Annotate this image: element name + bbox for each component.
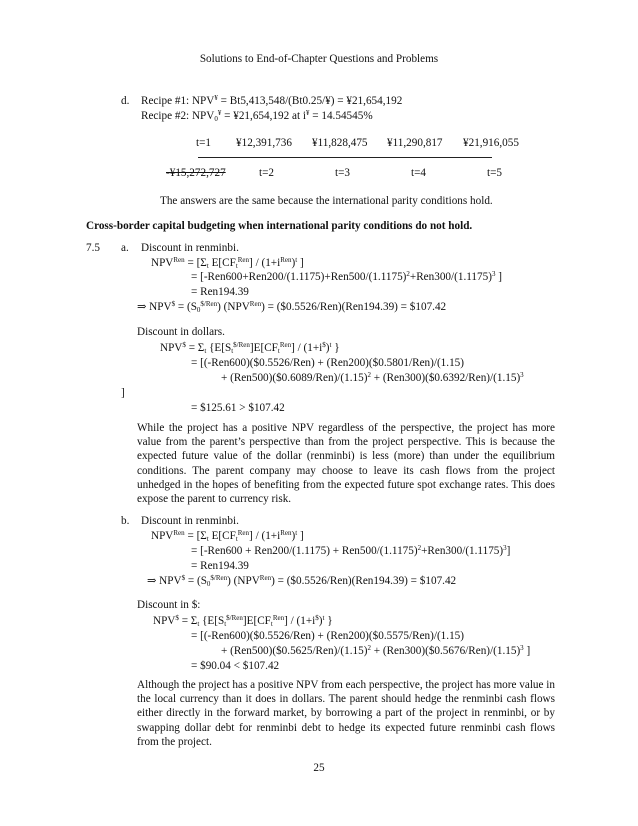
a-npv-ren-formula: $NPV^{Ren} = [\Sigma_t$ $E[CF_t^{Ren}] / (1+i^{Ren})^t$ ] <box>151 256 304 270</box>
timeline-cf-0: -¥15,272,727 <box>166 167 226 179</box>
a-npv-usd-formula: $NPV^{\$} = \Sigma_t$ {$E[S_t^{\$/Ren}]E[CF_t^{Ren}] / (1+i^{\$})^t$ } <box>160 341 340 355</box>
b-npv-ren-result: = Ren194.39 <box>191 560 249 572</box>
page-number: 25 <box>313 762 325 774</box>
part-a-title: Discount in renminbi. <box>141 242 239 254</box>
timeline-t3: t=3 <box>335 167 351 179</box>
b-npv-ren-formula: $NPV^{Ren} = [\Sigma_t$ $E[CF_t^{Ren}] / (1+i^{Ren})^t$ ] <box>151 529 304 543</box>
timeline-t4: t=4 <box>411 167 427 179</box>
a-dollars-title: Discount in dollars. <box>137 326 225 338</box>
section-heading: Cross-border capital budgeting when international parity conditions do not hold. <box>86 220 473 232</box>
b-npv-usd-result: = $90.04 < $107.42 <box>191 660 280 672</box>
running-header: Solutions to End-of-Chapter Questions and Problems <box>199 53 439 65</box>
part-a-label: a. <box>121 242 129 254</box>
b-npv-usd-formula: $NPV^{\$} = \Sigma_t$ {$E[S_t^{\$/Ren}]E[CF_t^{Ren}] / (1+i^{\$})^t$ } <box>153 614 333 628</box>
a-npv-ren-result: = Ren194.39 <box>191 286 249 298</box>
timeline-t2: t=2 <box>259 167 275 179</box>
b-npv-ren-expansion: = $[-Ren600 + Ren200/(1.1175) + Ren500/(1.1175)^2+Ren300/(1.1175)^3]$ <box>191 544 511 557</box>
timeline-axis <box>198 157 492 158</box>
recipe-1: Recipe #1: NPV¥ = Bt5,413,548/(Bt0.25/¥) = ¥21,654,192 <box>141 94 403 107</box>
timeline-t1: t=1 <box>196 137 212 149</box>
problem-number: 7.5 <box>86 242 100 254</box>
a-npv-ren-expansion: = [$-Ren600+Ren200/(1.1175)+Ren500/(1.1175)^2+Ren300/(1.1175)^3$ ] <box>191 270 502 283</box>
a-npv-usd-result: = $125.61 > $107.42 <box>191 402 285 414</box>
part-a-explanation: While the project has a positive NPV regardless of the perspective, the project has more value from the parent’s perspective than from the project perspective. This is because the expected future value of the dollar (renminbi) is less (more) than under the equilibrium conditions. The parent company may choose to leave its cash flows from the project unhedged in the hopes of benefiting from the expected future spot exchange rates. This does expose the parent to currency risk. <box>137 422 555 506</box>
part-d-label: d. <box>121 95 130 107</box>
timeline-cf-3: ¥11,290,817 <box>387 137 443 149</box>
a-closing-bracket: ] <box>121 387 125 399</box>
b-dollars-title: Discount in $: <box>137 599 201 611</box>
timeline-cf-4: ¥21,916,055 <box>463 137 519 149</box>
part-b-title: Discount in renminbi. <box>141 515 239 527</box>
b-npv-usd-expansion-2: + $(Ren500)(\$0.5625/Ren)/(1.15)^2$ + $(Ren300)(\$0.5676/Ren)/(1.15)^3$ ] <box>221 644 531 657</box>
a-npv-usd-expansion-2: + $(Ren500)(\$0.6089/Ren)/(1.15)^2$ + $(Ren300)(\$0.6392/Ren)/(1.15)^3$ <box>221 371 524 384</box>
timeline-cf-1: ¥12,391,736 <box>236 137 292 149</box>
part-b-explanation: Although the project has a positive NPV from each perspective, the project has more value in the local currency than it does in dollars. The parent should hedge the renminbi cash flows either directly in the forward market, by borrowing a part of the project in renminbi, or by swapping dollar debt for renminbi debt to hedge its expected future renminbi cash flows from the project. <box>137 679 555 748</box>
timeline-cf-2: ¥11,828,475 <box>312 137 368 149</box>
timeline-t5: t=5 <box>487 167 503 179</box>
b-npv-usd-expansion-1: = [(-Ren600)($0.5526/Ren) + (Ren200)($0.5575/Ren)/(1.15) <box>191 630 464 642</box>
part-b-label: b. <box>121 515 130 527</box>
a-npv-usd-expansion-1: = [(-Ren600)($0.5526/Ren) + (Ren200)($0.5801/Ren)/(1.15) <box>191 357 464 369</box>
part-d-conclusion: The answers are the same because the international parity conditions hold. <box>160 195 493 207</box>
b-npv-usd-conversion: ⇒ $NPV^{\$} = (S_0^{\$/Ren}) (NPV^{Ren})$ = ($0.5526/Ren)(Ren194.39) = $107.42 <box>147 574 457 588</box>
a-npv-usd-conversion: ⇒ $NPV^{\$} = (S_0^{\$/Ren}) (NPV^{Ren})$ = ($0.5526/Ren)(Ren194.39) = $107.42 <box>137 300 447 314</box>
recipe-2: Recipe #2: $NPV_0^¥$ = ¥21,654,192 at i¥ = 14.54545% <box>141 109 373 123</box>
